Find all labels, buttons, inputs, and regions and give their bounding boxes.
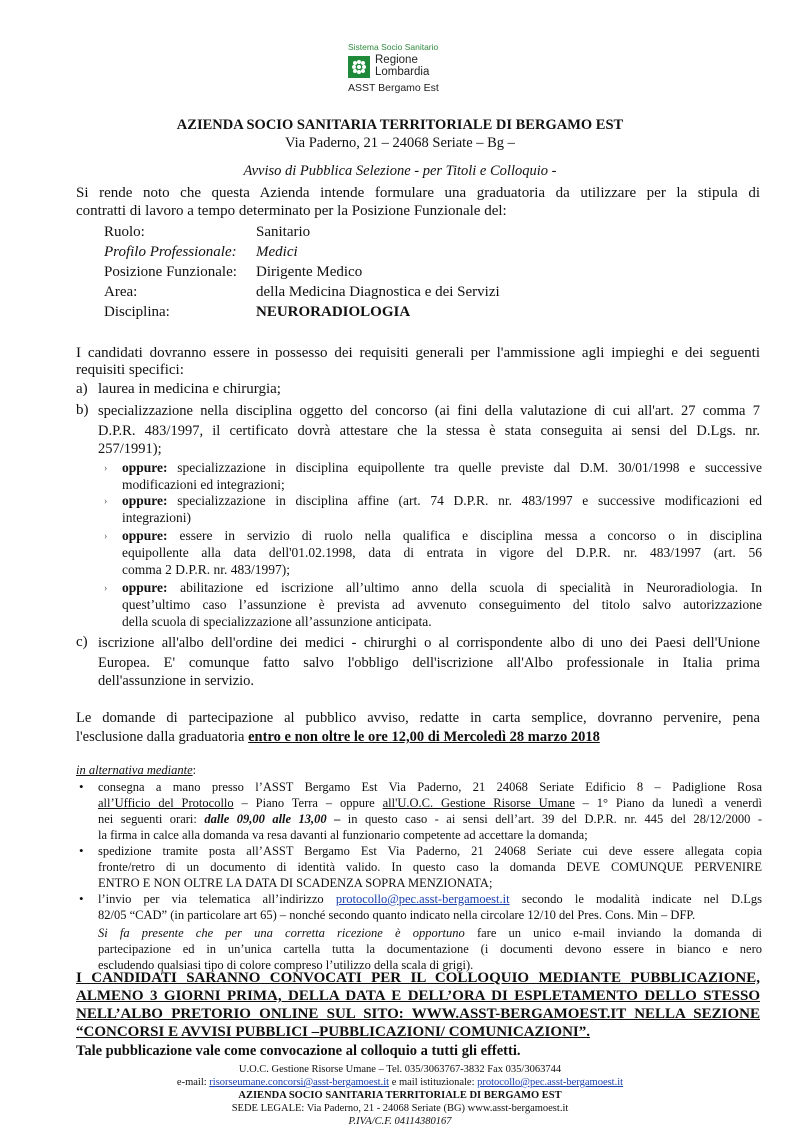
convocation-line-4: “CONCORSI E AVVISI PUBBLICI –PUBBLICAZIONI/ COMUNICAZIONI”.: [76, 1024, 590, 1040]
alt-3-line-2: 82/05 “CAD” (in particolare art 65) – nonché secondo quanto indicato nella circolare 12/10 del Pres. Cons. Min – DFP.: [98, 908, 696, 922]
footer-legal-address: SEDE LEGALE: Via Paderno, 21 - 24068 Seriate (BG) www.asst-bergamoest.it: [231, 1103, 569, 1114]
note-line-1: Si fa presente che per una corretta ricezione è opportuno fare un unico e-mail inviando la domanda di: [98, 926, 762, 940]
intro-line-2: contratti di lavoro a tempo determinato per la Posizione Funzionale del:: [76, 203, 507, 219]
option-3-line-1: oppure: essere in servizio di ruolo nella qualifica e disciplina messa a concorso o in disciplina: [122, 528, 762, 543]
requirements-intro-2: requisiti specifici:: [76, 362, 184, 378]
intro-line-1: Si rende noto che questa Azienda intende formulare una graduatoria da utilizzare per la stipula di: [76, 185, 760, 201]
requirement-b-label: b): [76, 402, 89, 418]
requirements-intro-1: I candidati dovranno essere in possesso dei requisiti generali per l'ammissione agli impieghi e dei seguenti: [76, 345, 760, 361]
requirement-b-line-1: specializzazione nella disciplina oggetto del concorso (ai fini della valutazione di cui all'art. 27 comma 7: [98, 403, 760, 419]
rosa-camuna-icon: [348, 56, 370, 78]
deadline-date: entro e non oltre le ore 12,00 di Mercoledì 28 marzo 2018: [248, 729, 600, 745]
footer-emails: e-mail: risorseumane.concorsi@asst-bergamoest.it e mail istituzionale: protocollo@pec.asst-bergamoest.it: [176, 1077, 624, 1088]
agency-title: AZIENDA SOCIO SANITARIA TERRITORIALE DI BERGAMO EST: [176, 117, 624, 133]
note-line-3: escludendo qualsiasi tipo di colore compreso l’utilizzo della scala di grigi).: [98, 958, 474, 972]
logo-region-text: Regione Lombardia: [375, 54, 430, 78]
option-4-line-2: quest’ultimo caso l’assunzione è prevista ad avvenuto conseguimento del titolo salvo autorizzazione: [122, 597, 762, 612]
footer-contacts: U.O.C. Gestione Risorse Umane – Tel. 035/3063767-3832 Fax 035/3063744: [238, 1064, 562, 1075]
requirement-a-text: laurea in medicina e chirurgia;: [98, 381, 281, 397]
alt-2-line-2: fronte/retro di un documento di identità valido. In questo caso la domanda DEVE COMUNQUE PERVENIRE: [98, 860, 762, 874]
alt-1-line-2: all’Ufficio del Protocollo – Piano Terra – oppure all'U.O.C. Gestione Risorse Umane – 1° Piano da lunedì a venerdì: [98, 796, 762, 810]
alt-1-line-1: consegna a mano presso l’ASST Bergamo Est Via Paderno, 21 24068 Seriate Edificio 8 – Padiglione Rosa: [98, 780, 762, 794]
bullet-dot-icon: •: [79, 843, 84, 858]
agency-address: Via Paderno, 21 – 24068 Seriate – Bg –: [285, 135, 515, 151]
alt-2-line-1: spedizione tramite posta all’ASST Bergamo Est Via Paderno, 21 24068 Seriate cui deve essere allegata copia: [98, 844, 762, 858]
arrow-bullet-icon: ›: [104, 531, 108, 542]
hr-email-link[interactable]: risorseumane.concorsi@asst-bergamoest.it: [209, 1077, 390, 1088]
option-1-line-1: oppure: specializzazione in disciplina equipollente tra quelle previste dal D.M. 30/01/1998 e successive: [122, 460, 763, 475]
pec-email-link[interactable]: protocollo@pec.asst-bergamoest.it: [335, 892, 510, 906]
alternatives-heading: in alternativa mediante:: [76, 763, 197, 777]
requirement-c-label: c): [76, 634, 88, 650]
option-2-line-1: oppure: specializzazione in disciplina affine (art. 74 D.P.R. nr. 483/1997 e successive modificazioni ed: [122, 493, 763, 508]
alt-1-line-4: la firma in calce alla domanda va resa davanti al funzionario competente ad accettare la domanda;: [98, 828, 588, 842]
bullet-dot-icon: •: [79, 779, 84, 794]
option-4-line-3: della scuola di specializzazione all’assunzione anticipata.: [122, 614, 432, 629]
document-page: Sistema Socio Sanitario Regione Lombardia ASST Bergamo Est AZIENDA SOCIO SANITARIA TERRITORIALE DI BERGAMO EST Via Paderno, 21 – 24068 Seriate – Bg – Avviso di Pubblica Selezione - per Titoli e Colloquio - Si rende noto che questa Azienda intende formulare una graduatoria da utilizzare per la stipula di contratti di lavoro a tempo determinato per la Posizione Funzionale del: Ruolo: Sanitario Profilo Professionale: Medici Posizione Funzionale: Dirigente Medico Area: della Medicina Diagnostica e dei Servizi Disciplina: NEURORADIOLOGIA I candidati dovranno essere in possesso dei requisiti generali per l'ammissione agli impieghi e dei seguenti requisiti specifici: a) laurea in medicina e chirurgia; b) specializzazione nella disciplina oggetto del concorso (ai fini della valutazione di cui all'art. 27 comma 7 D.P.R. 483/1997, il certificato dovrà attestare che la stessa è stata conseguita ai sensi del D.Lgs. nr. 257/1991); › oppure: specializzazione in disciplina equipollente tra quelle previste dal D.M. 30/01/1998 e successive modificazioni ed integrazioni; › oppure: specializzazione in disciplina affine (art. 74 D.P.R. nr. 483/1997 e successive modificazioni ed integrazioni) › oppure: essere in servizio di ruolo nella qualifica e disciplina messa a concorso o in disciplina equipollente alla data dell'01.02.1998, data di entrata in vigore del D.P.R. nr. 483/1997 (art. 56 comma 2 D.P.R. nr. 483/1997); › oppure: abilitazione ed iscrizione all’ultimo anno della scuola di specialità in Neuroradiologia. In quest’ultimo caso l’assunzione è prevista ad avvenuto conseguimento del titolo salvo autorizzazione della scuola di specializzazione all’assunzione anticipata. c) iscrizione all'albo dell'ordine dei medici - chirurghi o al corrispondente albo di uno dei Paesi dell'Unione Europea. E' comunque fatto salvo l'obbligo dell'iscrizione all'Albo professionale in Italia prima dell'assunzione in servizio. Le domande di partecipazione al pubblico avviso, redatte in carta semplice, dovranno pervenire, pena l'esclusione dalla graduatoria entro e non oltre le ore 12,00 di Mercoledì 28 marzo 2018 in alternativa mediante: • consegna a mano presso l’ASST Bergamo Est Via Paderno, 21 24068 Seriate Edificio 8 – Padiglione Rosa all’Ufficio del Protocollo – Piano Terra – oppure all'U.O.C. Gestione Risorse Umane – 1° Piano da lunedì a venerdì nei seguenti orari: dalle 09,00 alle 13,00 – in questo caso - ai sensi dell’art. 39 del D.P.R. nr. 445 del 28/12/2000 - la firma in calce alla domanda va resa davanti al funzionario competente ad accettare la domanda; • spedizione tramite posta all’ASST Bergamo Est Via Paderno, 21 24068 Seriate cui deve essere allegata copia fronte/retro di un documento di identità valido. In questo caso la domanda DEVE COMUNQUE PERVENIRE ENTRO E NON OLTRE LA DATA DI SCADENZA SOPRA MENZIONATA; • l’invio per via telematica all’indirizzo protocollo@pec.asst-bergamoest.it secondo le modalità indicate nel D.Lgs 82/05 “CAD” (in particolare art 65) – nonché secondo quanto indicato nella circolare 12/10 del Pres. Cons. Min – DFP. Si fa presente che per una corretta ricezione è opportuno fare un unico e-mail inviando la domanda di partecipazione ed in un’unica cartella tutta la documentazione (i documenti devono essere in bianco e nero escludendo qualsiasi tipo di colore compreso l’utilizzo della scala di grigi). I CANDIDATI SARANNO CONVOCATI PER IL COLLOQUIO MEDIANTE PUBBLICAZIONE, ALMENO 3 GIORNI PRIMA, DELLA DATA E DELL’ORA DI ESPLETAMENTO DELLO STESSO NELL’ALBO PRETORIO ONLINE SUL SITO: WWW.ASST-BERGAMOEST.IT NELLA SEZIONE “CONCORSI E AVVISI PUBBLICI –PUBBLICAZIONI/ COMUNICAZIONI”. Tale pubblicazione vale come convocazione al colloquio a tutti gli effetti. U.O.C. Gestione Risorse Umane – Tel. 035/3063767-3832 Fax 035/3063744 e-mail: risorseumane.concorsi@asst-bergamoest.it e mail istituzionale: protocollo@pec.asst-bergamoest.it AZIENDA SOCIO SANITARIA TERRITORIALE DI BERGAMO EST SEDE LEGALE: Via Paderno, 21 - 24068 Seriate (BG) www.asst-bergamoest.it P.IVA/C.F. 04114380167: [0, 0, 800, 1132]
requirement-b-line-3: 257/1991);: [98, 441, 162, 457]
note-line-2: partecipazione ed in un’unica cartella tutta la documentazione (i documenti devono essere in bianco e nero: [98, 942, 762, 956]
arrow-bullet-icon: ›: [104, 463, 108, 474]
footer-agency: AZIENDA SOCIO SANITARIA TERRITORIALE DI BERGAMO EST: [238, 1090, 562, 1101]
option-3-line-3: comma 2 D.P.R. nr. 483/1997);: [122, 562, 290, 577]
option-2-line-2: integrazioni): [122, 510, 191, 525]
deadline-line-2: l'esclusione dalla graduatoria entro e non oltre le ore 12,00 di Mercoledì 28 marzo 2018: [76, 729, 600, 745]
convocation-line-3: NELL’ALBO PRETORIO ONLINE SUL SITO: WWW.ASST-BERGAMOEST.IT NELLA SEZIONE: [76, 1006, 760, 1022]
option-3-line-2: equipollente alla data dell'01.02.1998, data di entrata in vigore del D.P.R. nr. 483/1997 (art. 56: [122, 545, 762, 560]
convocation-line-5: Tale pubblicazione vale come convocazione al colloquio a tutti gli effetti.: [76, 1043, 521, 1059]
alt-2-line-3: ENTRO E NON OLTRE LA DATA DI SCADENZA SOPRA MENZIONATA;: [98, 876, 493, 890]
notice-title: Avviso di Pubblica Selezione - per Titoli e Colloquio -: [243, 163, 557, 179]
requirement-c-line-1: iscrizione all'albo dell'ordine dei medici - chirurghi o al corrispondente albo di uno dei Paesi dell'Unione: [98, 635, 760, 651]
deadline-line-1: Le domande di partecipazione al pubblico avviso, redatte in carta semplice, dovranno pervenire, pena: [76, 710, 760, 726]
logo-system-text: Sistema Socio Sanitario: [348, 42, 439, 52]
arrow-bullet-icon: ›: [104, 583, 108, 594]
bullet-dot-icon: •: [79, 891, 84, 906]
requirement-a-label: a): [76, 381, 88, 397]
regione-lombardia-logo: [345, 42, 465, 102]
footer-vat: P.IVA/C.F. 04114380167: [348, 1116, 452, 1127]
alt-1-line-3: nei seguenti orari: dalle 09,00 alle 13,00 – in questo caso - ai sensi dell’art. 39 del D.P.R. nr. 445 del 28/12/2000 -: [98, 812, 762, 826]
requirement-c-line-2: Europea. E' comunque fatto salvo l'obbligo dell'iscrizione all'Albo professionale in Italia prima: [98, 655, 760, 671]
option-1-line-2: modificazioni ed integrazioni;: [122, 477, 285, 492]
option-4-line-1: oppure: abilitazione ed iscrizione all’ultimo anno della scuola di specialità in Neuroradiologia. In: [122, 580, 763, 595]
convocation-line-2: ALMENO 3 GIORNI PRIMA, DELLA DATA E DELL’ORA DI ESPLETAMENTO DELLO STESSO: [76, 988, 760, 1004]
requirement-b-line-2: D.P.R. 483/1997, il certificato dovrà attestare che la stessa è stata conseguita ai sensi del D.Lgs. nr.: [98, 423, 760, 439]
arrow-bullet-icon: ›: [104, 496, 108, 507]
alt-3-line-1: l’invio per via telematica all’indirizzo protocollo@pec.asst-bergamoest.it secondo le modalità indicate nel D.Lgs: [98, 892, 762, 906]
logo-asst-text: ASST Bergamo Est: [348, 82, 439, 94]
institutional-email-link[interactable]: protocollo@pec.asst-bergamoest.it: [477, 1077, 624, 1088]
requirement-c-line-3: dell'assunzione in servizio.: [98, 673, 255, 689]
convocation-line-1: I CANDIDATI SARANNO CONVOCATI PER IL COLLOQUIO MEDIANTE PUBBLICAZIONE,: [76, 970, 760, 986]
